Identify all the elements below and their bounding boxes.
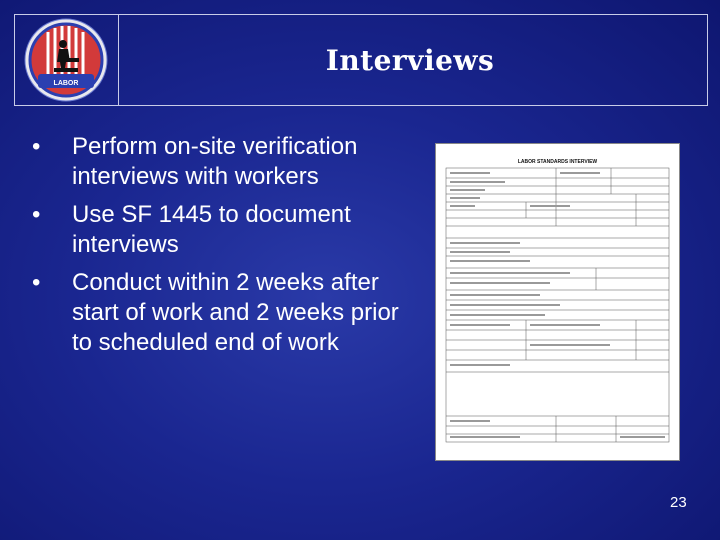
department-of-labor-seal-icon — [24, 18, 108, 102]
bullet-item — [28, 200, 423, 260]
header-divider — [118, 14, 119, 106]
bullet-text: Conduct within 2 weeks after start of work and 2 weeks prior to scheduled end of work — [72, 269, 399, 356]
sf-1445-form-image — [435, 143, 680, 461]
bullet-list — [28, 132, 423, 366]
bullet-marker: • — [32, 201, 41, 228]
form-title: LABOR STANDARDS INTERVIEW — [517, 159, 598, 165]
bullet-text: Use SF 1445 to document interviews — [72, 201, 351, 258]
form-lines-graphic — [436, 144, 679, 460]
page-number: 23 — [670, 494, 687, 511]
seal-label: LABOR — [53, 80, 79, 87]
bullet-item — [28, 132, 423, 192]
bullet-item — [28, 268, 423, 358]
bullet-text: Perform on-site verification interviews with workers — [72, 133, 358, 190]
slide-title: Interviews — [325, 44, 495, 77]
bullet-marker: • — [32, 133, 41, 160]
bullet-marker: • — [32, 269, 41, 296]
